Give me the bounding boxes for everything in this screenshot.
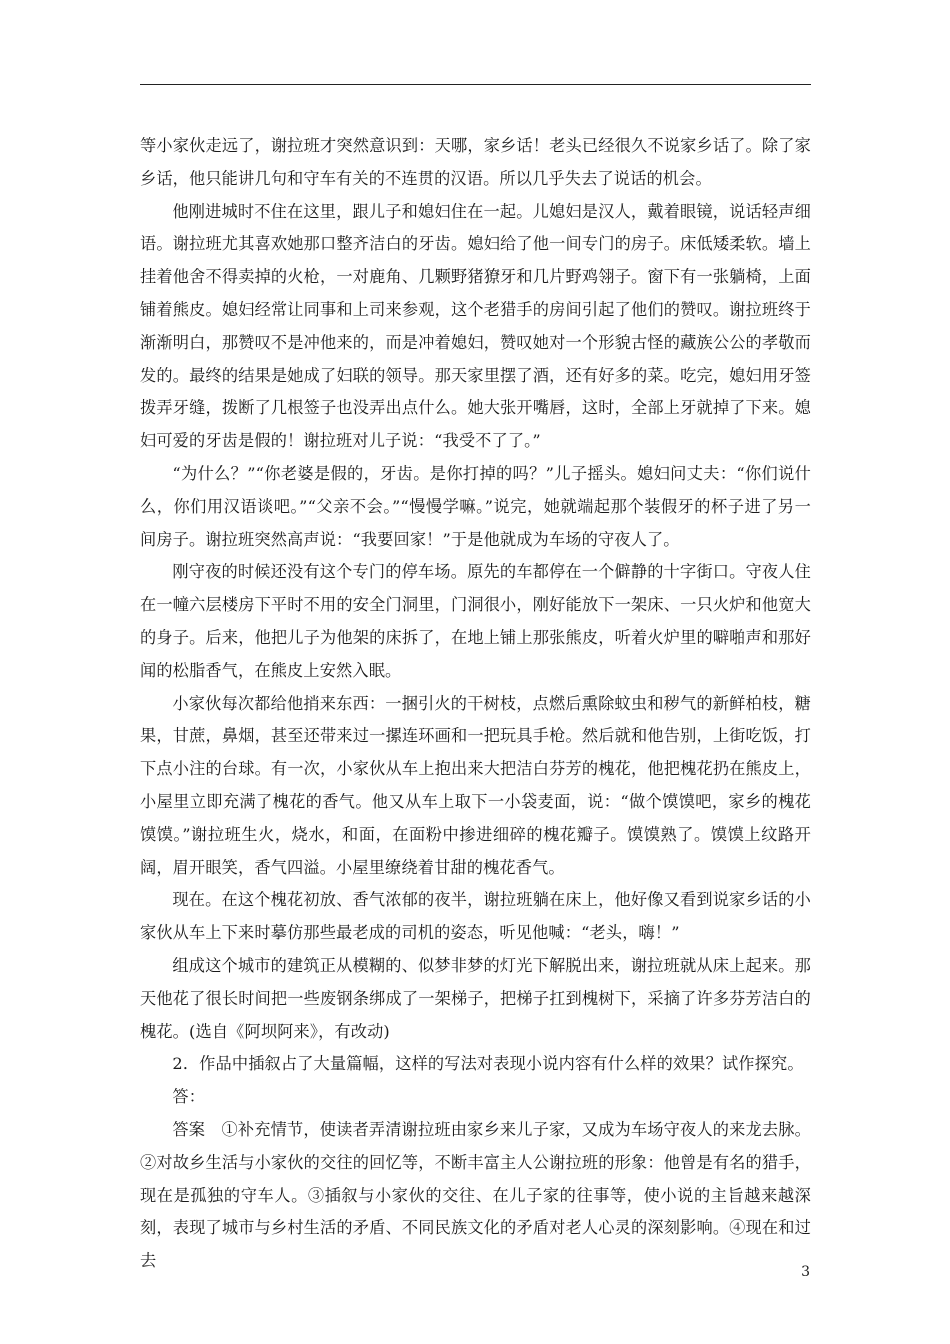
paragraph-5: 小家伙每次都给他捎来东西：一捆引火的干树枝，点燃后熏除蚊虫和秽气的新鲜柏枝，糖果，甘蔗，鼻烟，甚至还带来过一摞连环画和一把玩具手枪。然后就和他告别，上街吃饭，打下点小注的台球。有一次，小家伙从车上抱出来大把洁白芬芳的槐花，他把槐花扔在熊皮上，小屋里立即充满了槐花的香气。他又从车上取下一小袋麦面，说：“做个馍馍吧，家乡的槐花馍馍。”谢拉班生火，烧水，和面，在面粉中掺进细碎的槐花瓣子。馍馍熟了。馍馍上纹路开阔，眉开眼笑，香气四溢。小屋里缭绕着甘甜的槐花香气。: [140, 693, 811, 877]
page-number: 3: [801, 1264, 810, 1280]
answer-text: 答案 ①补充情节，使读者弄清谢拉班由家乡来儿子家，又成为车场守夜人的来龙去脉。②对故乡生活与小家伙的交往的回忆等，不断丰富主人公谢拉班的形象：他曾是有名的猎手，现在是孤独的守车人。③插叙与小家伙的交往、在儿子家的往事等，使小说的主旨越来越深刻，表现了城市与乡村生活的矛盾、不同民族文化的矛盾对老人心灵的深刻影响。④现在和过去: [140, 1119, 811, 1271]
paragraph-3: “为什么？”“你老婆是假的，牙齿。是你打掉的吗？”儿子摇头。媳妇问丈夫：“你们说什么，你们用汉语谈吧。”“父亲不会。”“慢慢学嘛。”说完，她就端起那个装假牙的杯子进了另一间房子。谢拉班突然高声说：“我要回家！”于是他就成为车场的守夜人了。: [140, 463, 811, 549]
paragraph-2: 他刚进城时不住在这里，跟儿子和媳妇住在一起。儿媳妇是汉人，戴着眼镜，说话轻声细语。谢拉班尤其喜欢她那口整齐洁白的牙齿。媳妇给了他一间专门的房子。床低矮柔软。墙上挂着他舍不得卖掉的火枪，一对鹿角、几颗野猪獠牙和几片野鸡翎子。窗下有一张躺椅，上面铺着熊皮。媳妇经常让同事和上司来参观，这个老猎手的房间引起了他们的赞叹。谢拉班终于渐渐明白，那赞叹不是冲他来的，而是冲着媳妇，赞叹她对一个形貌古怪的藏族公公的孝敬而发的。最终的结果是她成了妇联的领导。那天家里摆了酒，还有好多的菜。吃完，媳妇用牙签拨弄牙缝，拨断了几根签子也没弄出点什么。她大张开嘴唇，这时，全部上牙就掉了下来。媳妇可爱的牙齿是假的！谢拉班对儿子说：“我受不了了。”: [140, 201, 811, 451]
paragraph-6: 现在。在这个槐花初放、香气浓郁的夜半，谢拉班躺在床上，他好像又看到说家乡话的小家伙从车上下来时摹仿那些最老成的司机的姿态，听见他喊：“老头，嗨！”: [140, 890, 811, 943]
paragraph-1: 等小家伙走远了，谢拉班才突然意识到：天哪，家乡话！老头已经很久不说家乡话了。除了家乡话，他只能讲几句和守车有关的不连贯的汉语。所以几乎失去了说话的机会。: [140, 136, 811, 188]
paragraph-7: 组成这个城市的建筑正从模糊的、似梦非梦的灯光下解脱出来，谢拉班就从床上起来。那天他花了很长时间把一些废钢条绑成了一架梯子，把梯子扛到槐树下，采摘了许多芬芳洁白的槐花。(选自《阿坝阿来》，有改动): [140, 955, 811, 1041]
question-2: 2．作品中插叙占了大量篇幅，这样的写法对表现小说内容有什么样的效果？试作探究。: [172, 1054, 804, 1074]
header-rule: [140, 84, 811, 85]
paragraph-4: 刚守夜的时候还没有这个专门的停车场。原先的车都停在一个僻静的十字街口。守夜人住在一幢六层楼房下平时不用的安全门洞里，门洞很小，刚好能放下一架床、一只火炉和他宽大的身子。后来，他把儿子为他架的床拆了，在地上铺上那张熊皮，听着火炉里的噼啪声和那好闻的松脂香气，在熊皮上安然入眠。: [140, 562, 811, 680]
answer-prompt: 答：: [172, 1087, 206, 1107]
document-body: [140, 130, 811, 1278]
